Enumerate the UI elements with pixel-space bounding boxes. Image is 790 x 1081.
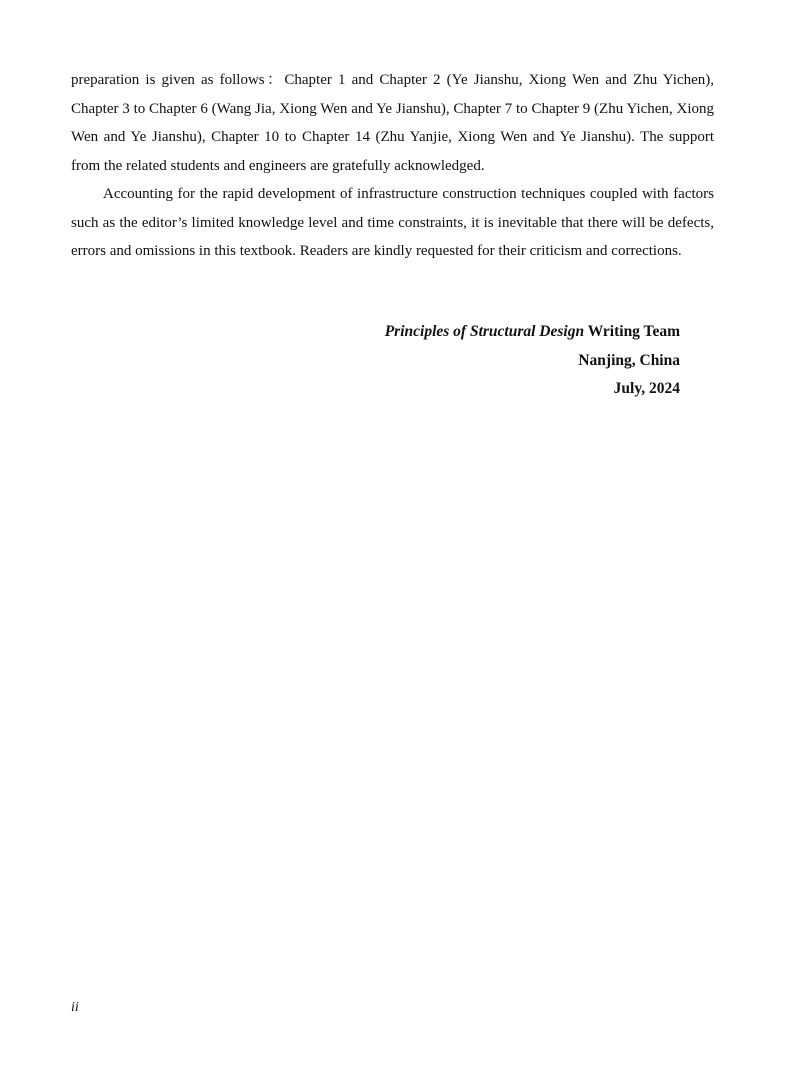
paragraph-disclaimer: Accounting for the rapid development of infrastructure construction techniques coupled with factors such as the editor’s limited knowledge level and time constraints, it is inevitable that there will be defects, errors and omissions in this textbook. Readers are kindly requested for their criticism and corrections. bbox=[71, 186, 714, 259]
signature-date: July, 2024 bbox=[613, 380, 680, 397]
signature-team-suffix: Writing Team bbox=[584, 323, 680, 340]
page-number: ii bbox=[71, 1000, 79, 1015]
signature-team bbox=[385, 318, 680, 347]
signature-book-title: Principles of Structural Design bbox=[384, 323, 585, 340]
paragraph-chapter-credits: preparation is given as follows：Chapter 1 and Chapter 2 (Ye Jianshu, Xiong Wen and Zhu Yichen), Chapter 3 to Chapter 6 (Wang Jia, Xiong Wen and Ye Jianshu), Chapter 7 to Chapter 9 (Zhu Yichen, Xiong Wen and Ye Jianshu), Chapter 10 to Chapter 14 (Zhu Yanjie, Xiong Wen and Ye Jianshu). The support from the related students and engineers are gratefully acknowledged. bbox=[71, 72, 714, 174]
body-text bbox=[71, 66, 714, 266]
signature-location: Nanjing, China bbox=[578, 351, 680, 369]
signature-block bbox=[385, 318, 680, 404]
